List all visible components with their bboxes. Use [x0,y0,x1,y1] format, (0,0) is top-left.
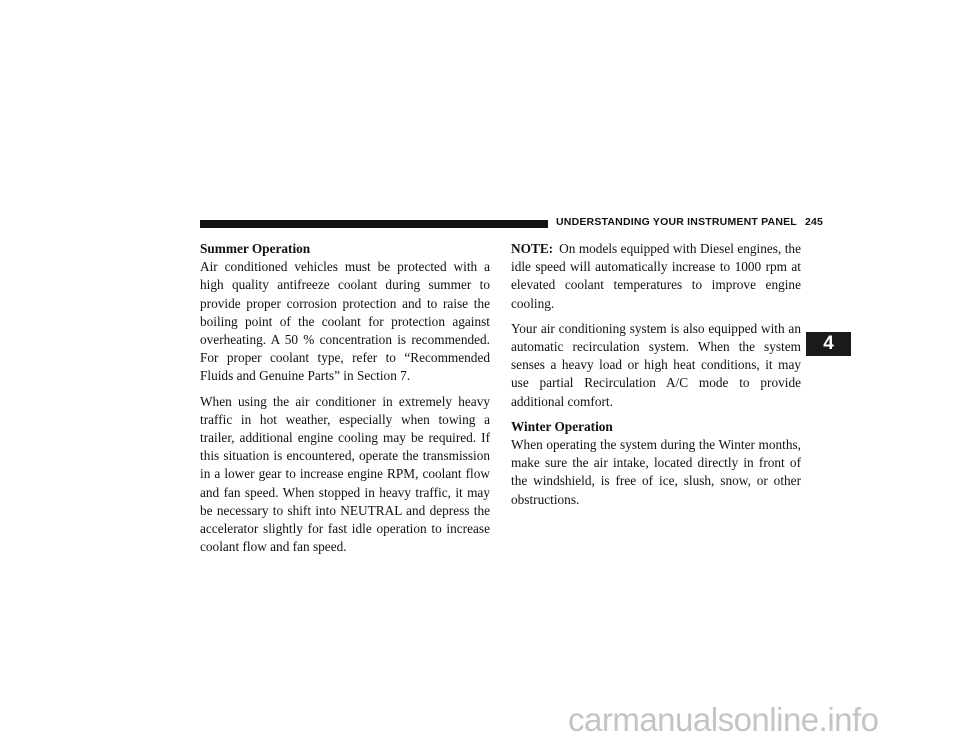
winter-operation-paragraph: When operating the system during the Winter months, make sure the air intake, located directly in front of the windshield, is free of ice, slush, snow, or other obstructions. [511,437,801,507]
section-title: UNDERSTANDING YOUR INSTRUMENT PANEL [556,216,797,228]
right-column [511,240,801,516]
page-number: 245 [804,216,824,228]
heavy-traffic-paragraph: When using the air conditioner in extremely heavy traffic in hot weather, especially when towing a trailer, additional engine cooling may be required. If this situation is encountered, operate the transmission in a lower gear to increase engine RPM, coolant flow and fan speed. When stopped in heavy traffic, it may be necessary to shift into NEUTRAL and depress the accelerator slightly for fast idle operation to increase coolant flow and fan speed. [200,393,490,555]
recirculation-paragraph: Your air conditioning system is also equipped with an automatic recirculation system. When the system senses a heavy load or high heat conditions, it may use partial Recirculation A/C mode to provide additional comfort. [511,320,801,409]
watermark: carmanualsonline.info [568,701,879,738]
summer-operation-paragraph: Air conditioned vehicles must be protected with a high quality antifreeze coolant during summer to provide proper corrosion protection and to raise the boiling point of the coolant for protection against overheating. A 50 % concentration is recommended. For proper coolant type, refer to “Recommended Fluids and Genuine Parts” in Section 7. [200,259,490,384]
note-text: On models equipped with Diesel engines, the idle speed will automatically increase to 1000 rpm at elevated coolant temperatures to improve engine cooling. [511,241,801,311]
left-column [200,240,490,563]
note-paragraph [511,240,801,313]
running-header [556,216,824,228]
header-rule [200,220,548,228]
chapter-tab: 4 [806,332,851,356]
summer-operation-heading: Summer Operation [200,241,311,256]
note-label: NOTE: [511,241,554,256]
winter-operation-heading: Winter Operation [511,418,613,434]
